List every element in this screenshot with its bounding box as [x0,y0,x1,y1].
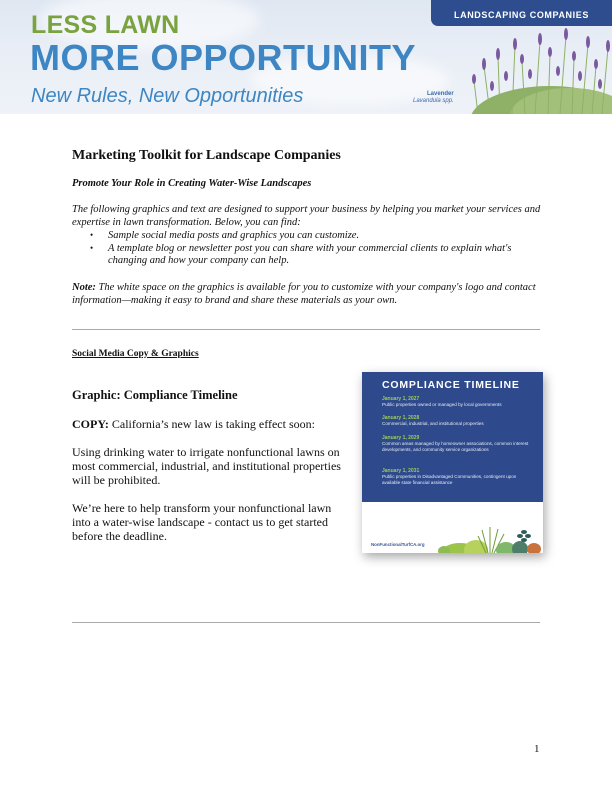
banner-tagline: New Rules, New Opportunities [31,85,304,107]
headline-less-lawn: LESS LAWN [31,11,180,39]
timeline-description: Public properties in Disadvantaged Communities, contingent upon available state financial assistance [382,474,517,485]
plant-caption [413,91,454,105]
page-number: 1 [534,743,540,755]
copy-intro [72,417,352,431]
section-heading: Social Media Copy & Graphics [72,349,199,359]
timeline-date: January 1, 2028 [382,415,420,421]
note-text: The white space on the graphics is available for you to customize with your company's logo and contact information—making it easy to brand and share these materials as your own. [72,282,536,306]
timeline-description: Public properties owned or managed by local governments [382,402,502,408]
document-title: Marketing Toolkit for Landscape Companies [72,148,341,163]
audience-tab: LANDSCAPING COMPANIES [431,0,612,26]
plants-illustration [438,522,543,553]
document-subtitle: Promote Your Role in Creating Water-Wise Landscapes [72,178,312,189]
lavender-plant-image [470,26,612,114]
resource-list [72,230,542,268]
timeline-entry [382,396,532,408]
graphic-heading: Graphic: Compliance Timeline [72,388,238,402]
timeline-entry [382,468,532,486]
copy-label: COPY: [72,417,109,431]
copy-paragraph-2: We’re here to help transform your nonfunctional lawn into a water-wise landscape - contact us to get started before the deadline. [72,501,332,543]
list-item [72,230,542,243]
list-item [72,243,542,268]
timeline-entry [382,415,532,427]
section-divider [72,329,540,330]
note-paragraph [72,282,542,307]
headline-more-opportunity: MORE OPPORTUNITY [30,37,417,78]
timeline-description: Commercial, industrial, and institutional properties [382,421,484,427]
copy-intro-text: California’s new law is taking effect soon: [108,417,315,431]
website-url: NonFunctionalTurfCA.org [371,542,425,547]
compliance-timeline-graphic [362,372,543,553]
note-label: Note: [72,282,96,293]
graphic-title: COMPLIANCE TIMELINE [382,379,520,391]
intro-paragraph: The following graphics and text are designed to support your business by helping you market your services and expertise in lawn transformation. Below, you can find: [72,204,541,228]
copy-paragraph-1: Using drinking water to irrigate nonfunctional lawns on most commercial, industrial, and institutional properties will be prohibited. [72,445,341,487]
timeline-date: January 1, 2031 [382,468,420,474]
bullet-icon: • [90,242,94,253]
timeline-date: January 1, 2027 [382,396,420,402]
list-item-text: A template blog or newsletter post you can share with your commercial clients to explain what's changing and how your company can help. [108,242,512,266]
section-divider [72,622,540,623]
bullet-icon: • [90,230,94,240]
timeline-entry [382,435,532,453]
header-banner [0,0,612,114]
timeline-description: Common areas managed by homeowner associations, common interest developments, and community service organizations [382,441,529,452]
timeline-date: January 1, 2029 [382,435,420,441]
list-item-text: Sample social media posts and graphics you can customize. [108,230,360,241]
plant-latin-name: Lavandula spp. [413,98,454,105]
plant-common-name: Lavender [427,91,454,97]
